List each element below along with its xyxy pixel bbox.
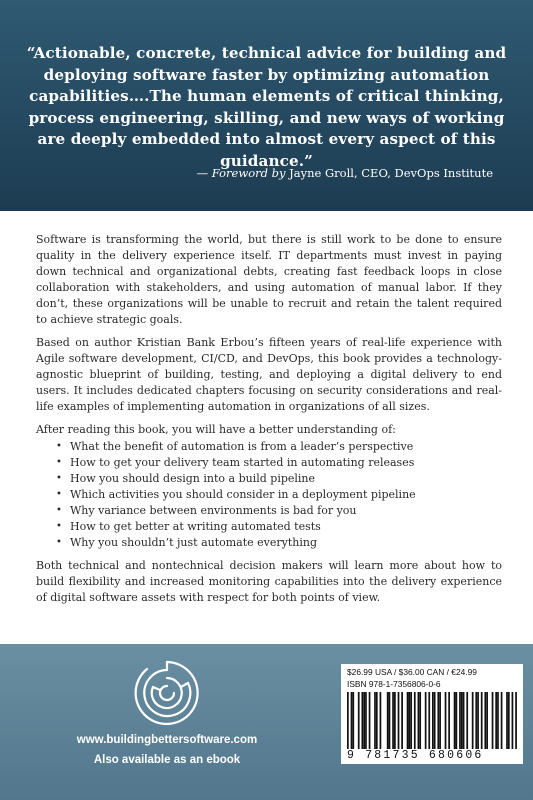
barcode-bar: [445, 692, 447, 749]
barcode-bar: [515, 692, 517, 749]
barcode-bar: [363, 692, 365, 749]
barcode-bar: [361, 692, 363, 749]
description-paragraph-3: Both technical and nontechnical decision makers will learn more about how to build flexibility and increased monitoring capabilities into the delivery experience of digital software assets with respect for both points of view.: [36, 559, 502, 604]
barcode-bar: [407, 692, 409, 749]
barcode-bar: [461, 692, 463, 749]
attribution-foreword-label: Foreword by: [211, 166, 286, 180]
barcode-bar: [497, 692, 499, 749]
barcode-bar: [414, 692, 416, 749]
barcode-bar: [418, 692, 420, 749]
attribution-name: Jayne Groll, CEO, DevOps Institute: [285, 166, 493, 180]
barcode-bar: [492, 692, 494, 749]
book-description: [36, 232, 502, 613]
barcode-bar: [380, 692, 382, 749]
barcode-digits: 9 781735 680606: [347, 749, 484, 762]
barcode-bar: [437, 692, 439, 749]
barcode-bar: [506, 692, 508, 749]
barcode-bar: [365, 692, 367, 749]
barcode-bar: [486, 692, 488, 749]
description-paragraph-2: Based on author Kristian Bank Erbou’s fifteen years of real-life experience with Agile software development, CI/CD, and DevOps, this book provides a technology-agnostic blueprint of building, testing, and deploying a digital delivery to end users. It includes dedicated chapters focusing on security considerations and real-life examples of implementing automation in organizations of all sizes.: [36, 336, 502, 413]
list-item: • How to get better at writing automated tests: [70, 519, 502, 535]
endorsement-quote: “Actionable, concrete, technical advice for building and deploying software faster by optimizing automation capabilities….The human elements of critical thinking, process engineering, skilling, and new ways of working are deeply embedded into almost every aspect of this guidance.”: [26, 44, 507, 170]
barcode-bar: [512, 692, 514, 749]
barcode-bar: [394, 692, 396, 749]
barcode-bar: [374, 692, 376, 749]
barcode-bar: [419, 692, 421, 749]
barcode-bar: [387, 692, 389, 749]
barcode-bar: [351, 692, 353, 749]
barcode-bar: [484, 692, 486, 749]
barcode-bar: [352, 692, 354, 749]
barcode-bar: [369, 692, 371, 749]
barcode-bar: [439, 692, 441, 749]
barcode-bar: [425, 692, 427, 749]
barcode-bar: [456, 692, 458, 749]
barcode-bar: [501, 692, 503, 749]
list-item: • How you should design into a build pipeline: [70, 471, 502, 487]
barcode-bar: [401, 692, 403, 749]
barcode-bar: [398, 692, 400, 749]
bottom-publisher-band: [0, 644, 533, 800]
barcode-bar: [434, 692, 436, 749]
barcode-bar: [389, 692, 391, 749]
list-item: • Why variance between environments is bad for you: [70, 503, 502, 519]
barcode-bar: [475, 692, 477, 749]
barcode-bar: [463, 692, 465, 749]
bullets-intro: After reading this book, you will have a better understanding of:: [36, 423, 396, 436]
barcode-bar: [347, 692, 349, 749]
barcode-bar: [459, 692, 461, 749]
barcode: [347, 692, 517, 752]
list-item: • Why you shouldn’t just automate everything: [70, 535, 502, 551]
price-line: $26.99 USA / $36.00 CAN / €24.99: [347, 667, 477, 677]
barcode-bar: [495, 692, 497, 749]
barcode-bar: [410, 692, 412, 749]
list-item: • What the benefit of automation is from a leader’s perspective: [70, 439, 502, 455]
barcode-bar: [466, 692, 468, 749]
top-quote-band: [0, 0, 533, 211]
barcode-bar: [428, 692, 430, 749]
barcode-bar: [477, 692, 479, 749]
website-url: www.buildingbettersoftware.com: [76, 734, 258, 746]
ebook-note: Also available as an ebook: [93, 754, 241, 766]
barcode-bar: [358, 692, 360, 749]
barcode-bar: [392, 692, 394, 749]
barcode-bar: [376, 692, 378, 749]
quote-attribution: [197, 166, 493, 180]
barcode-bar: [472, 692, 474, 749]
barcode-box: [341, 664, 523, 764]
barcode-bar: [408, 692, 410, 749]
isbn-line: ISBN 978-1-7356806-0-6: [347, 679, 441, 689]
barcode-bar: [454, 692, 456, 749]
benefits-list: [70, 439, 502, 551]
barcode-bar: [508, 692, 510, 749]
list-item: • How to get your delivery team started in automating releases: [70, 455, 502, 471]
list-item: • Which activities you should consider in a deployment pipeline: [70, 487, 502, 503]
attribution-dash: —: [196, 166, 212, 180]
barcode-bar: [432, 692, 434, 749]
description-paragraph-1: Software is transforming the world, but there is still work to be done to ensure quality in the delivery experience itself. IT departments must invest in paying down technical and organizational debts, creating fast feedback loops in close collaboration with stakeholders, and using automation of manual labor. If they don’t, these organizations will be unable to recruit and retain the talent required to achieve strategic goals.: [36, 233, 502, 326]
barcode-bar: [481, 692, 483, 749]
barcode-bar: [448, 692, 450, 749]
maze-circle-icon: [133, 659, 201, 727]
